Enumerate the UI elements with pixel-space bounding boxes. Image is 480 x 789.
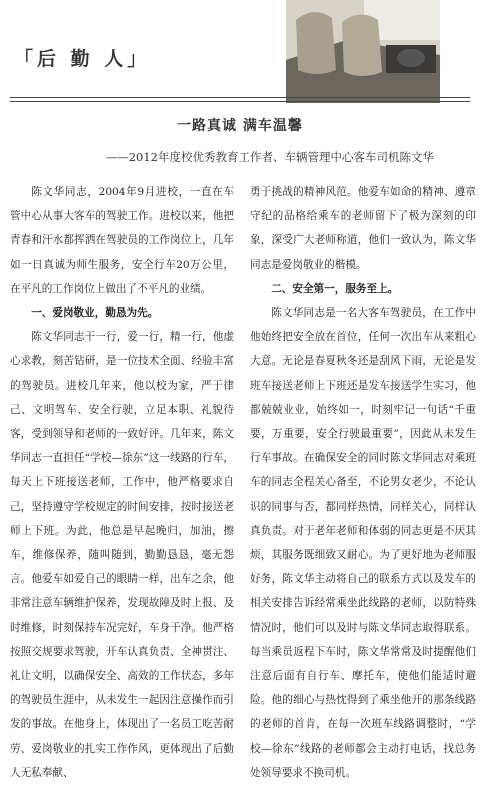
bus-interior-photo <box>286 0 440 103</box>
section-heading-2: 二、安全第一，服务至上。 <box>271 282 399 295</box>
continuation-paragraph: 勇于挑战的精神风范。他爱车如命的精神、遵章守纪的品格给乘车的老师留下了极为深刻的印象，深受广大老师称道，他们一致认为，陈文华同志是爱岗敬业的楷模。 <box>250 186 476 271</box>
intro-paragraph: 陈文华同志，2004年9月进校，一直在车管中心从事大客车的驾驶工作。进校以来，他把青春和汗水都挥洒在驾驶员的工作岗位上，几年如一日真诚为师生服务，安全行车20万公里，在平凡的工作岗位上做出了不平凡的业绩。 <box>10 186 234 295</box>
right-column <box>250 180 476 785</box>
section-1-paragraph: 陈文华同志干一行，爱一行，精一行，他虚心求教，刻苦钻研，是一位技术全面、经验丰富的驾驶员。进校几年来，他以校为家，严于律己、文明驾车、安全行驶，立足本职、礼貌待客，受到领导和老师的一致好评。几年来，陈文华同志一直担任“学校—徐东”这一线路的行车，每天上下班接送老师，工作中，他严格要求自己，坚持遵守学校规定的时间安排，按时接送老师上下班。为此，他总是早起晚归，加油，擦车，维修保养，随叫随到，勤勤恳恳，毫无怨言。他爱车如爱自己的眼睛一样，出车之余，他非常注意车辆维护保养，发现故障及时上报、及时维修，时刻保持车况完好，车身干净。他严格按照交规要求驾驶，开车认真负责、全神贯注、礼让文明，以确保安全、高效的工作状态，多年的驾驶员生涯中，从未发生一起因注意操作而引发的事故。在他身上，体现出了一名员工吃苦耐劳、爱岗敬业的扎实工作作风，更体现出了后勤人无私奉献、 <box>10 331 234 779</box>
article-subtitle: ——2012年度校优秀教育工作者、车辆管理中心客车司机陈文华 <box>105 150 434 164</box>
section-2-paragraph: 陈文华同志是一名大客车驾驶员，在工作中他始终把安全放在首位，任何一次出车从来粗心大意。无论是春夏秋冬还是刮风下雨，无论是发班车接送老师上下班还是发车接送学生实习，他都兢兢业业，始终如一，时刻牢记一句话“千重要，万重要，安全行驶最重要”，因此从未发生行车事故。在确保安全的同时陈文华同志对乘班车的同志全程关心备至，不论男女老少，不论认识的同事与否，都同样热情，同样关心，同样认真负责。对于老年老师和体弱的同志更是不厌其烦，其服务既细致又耐心。为了更好地为老师服好务，陈文华主动将自己的联系方式以及发车的相关安排告诉经常乘坐此线路的老师，以防特殊情况时，他们可以及时与陈文华同志取得联系。每当乘员返程下车时，陈文华常常及时提醒他们注意后面有自行车、摩托车，使他们能适时避险。他的细心与热忱得到了乘坐他开的那条线路的老师的首肯，在每一次班车线路调整时，“学校—徐东”线路的老师都会主动打电话，找总务处领导要求不换司机。 <box>250 307 476 779</box>
column-label: 「后 勤 人」 <box>14 48 151 70</box>
header-rule-bottom <box>10 101 470 102</box>
article-headline: 一路真诚 满车温馨 <box>177 118 303 134</box>
section-heading-1: 一、爱岗敬业，勤恳为先。 <box>31 307 159 320</box>
bus-seats-illustration <box>286 0 440 103</box>
header-rule-top <box>10 97 470 98</box>
left-column <box>10 180 234 785</box>
